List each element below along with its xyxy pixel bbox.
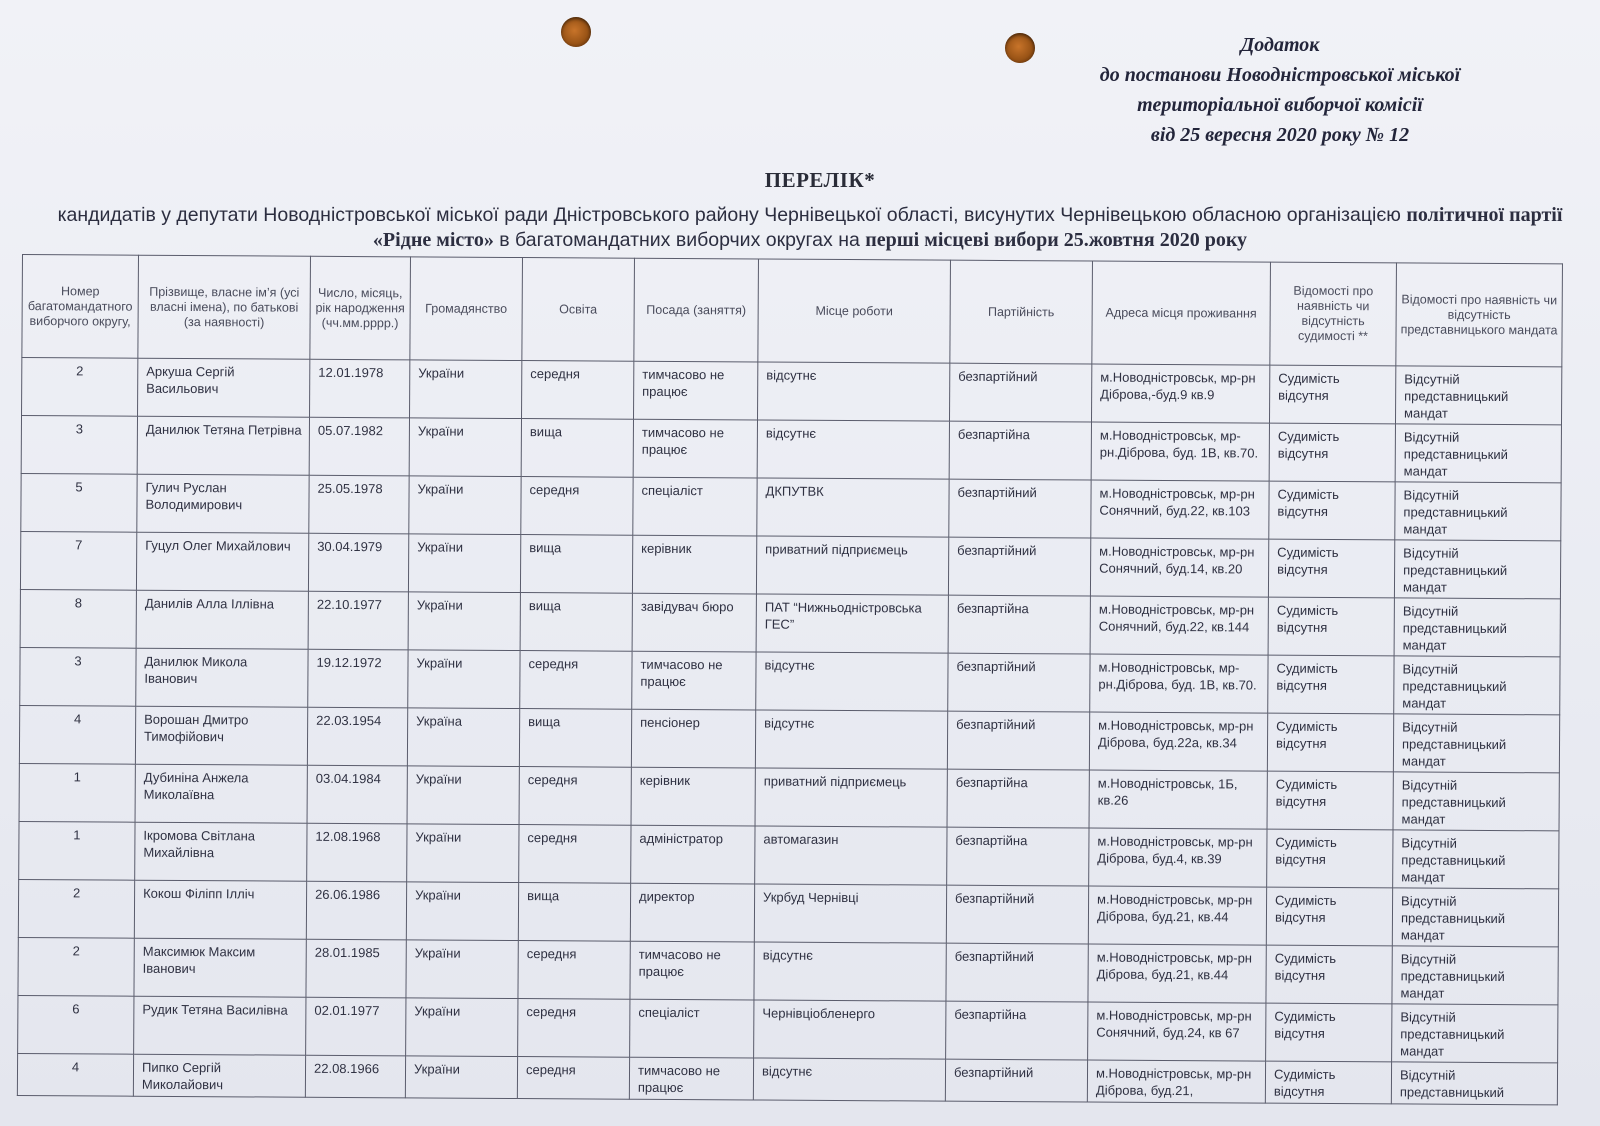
cell-education: вища <box>521 419 633 478</box>
cell-position: керівник <box>631 767 755 826</box>
cell-full-name: Рудик Тетяна Василівна <box>134 996 306 1055</box>
cell-party-membership: безпартійна <box>946 1001 1088 1060</box>
column-header-citizenship: Громадянство <box>410 257 523 361</box>
table-row <box>22 358 1562 425</box>
cell-full-name: Аркуша Сергій Васильович <box>138 358 310 417</box>
cell-workplace: ПАТ “Нижньодністровська ГЕС” <box>756 594 948 653</box>
cell-district: 5 <box>21 473 137 532</box>
cell-birth-date: 05.07.1982 <box>309 417 409 476</box>
cell-birth-date: 30.04.1979 <box>308 533 408 592</box>
table-row <box>19 705 1559 772</box>
cell-workplace: Чернівціобленерго <box>754 1000 946 1059</box>
election-name: перші місцеві вибори 25.жовтня 2020 року <box>865 229 1248 251</box>
cell-full-name: Дубиніна Анжела Миколаївна <box>135 764 307 823</box>
cell-education: середня <box>519 825 631 884</box>
cell-mandate: Відсутній представницький мандат <box>1393 714 1559 773</box>
cell-citizenship: України <box>407 824 519 883</box>
cell-birth-date: 22.03.1954 <box>307 707 407 766</box>
cell-district: 1 <box>19 763 135 822</box>
column-header-district: Номер багатомандатного виборчого округу, <box>22 255 139 359</box>
column-header-full-name: Прізвище, власне ім’я (усі власні імена), по батькові (за наявності) <box>138 255 311 359</box>
cell-full-name: Кокош Філіпп Ілліч <box>134 880 306 939</box>
cell-education: середня <box>521 477 633 536</box>
cell-education: середня <box>522 361 634 420</box>
appendix-line: до постанови Новодністровської міської <box>1099 64 1461 86</box>
cell-citizenship: України <box>406 940 518 999</box>
cell-criminal-record: Судимість відсутня <box>1267 713 1393 772</box>
cell-criminal-record: Судимість відсутня <box>1266 1003 1392 1062</box>
cell-district: 3 <box>21 416 137 475</box>
cell-position: завідувач бюро <box>632 593 756 652</box>
cell-workplace: відсутнє <box>754 942 946 1001</box>
cell-party-membership: безпартійний <box>947 711 1089 770</box>
cell-address: м.Новодністровськ, мр-рн Сонячний, буд.14, кв.20 <box>1090 538 1268 597</box>
cell-education: вища <box>520 593 632 652</box>
column-header-education: Освіта <box>522 258 635 362</box>
cell-education: середня <box>518 941 630 1000</box>
cell-citizenship: України <box>408 650 520 709</box>
column-header-address: Адреса місця проживання <box>1092 261 1271 365</box>
cell-mandate: Відсутній представницький мандат <box>1394 656 1560 715</box>
column-header-criminal-record: Відомості про наявність чи відсутність судимості ** <box>1270 262 1397 366</box>
table-row <box>19 821 1559 888</box>
cell-position: тимчасово не працює <box>629 1057 753 1100</box>
cell-birth-date: 12.01.1978 <box>310 359 410 418</box>
cell-education: середня <box>520 651 632 710</box>
cell-criminal-record: Судимість відсутня <box>1268 655 1394 714</box>
cell-address: м.Новодністровськ, мр-рн Діброва, буд.21, <box>1087 1060 1265 1103</box>
cell-mandate: Відсутній представницький мандат <box>1392 888 1558 947</box>
cell-district: 3 <box>20 647 136 706</box>
table-header-row <box>22 255 1563 367</box>
cell-birth-date: 19.12.1972 <box>308 649 408 708</box>
column-header-mandate: Відомості про наявність чи відсутність представницького мандата <box>1396 263 1563 367</box>
cell-party-membership: безпартійна <box>949 421 1091 480</box>
table-row <box>18 879 1558 946</box>
cell-position: тимчасово не працює <box>633 419 757 478</box>
cell-criminal-record: Судимість відсутня <box>1269 365 1395 424</box>
cell-workplace: Укрбуд Чернівці <box>754 884 946 943</box>
cell-full-name: Пипко Сергій Миколайович <box>133 1054 305 1097</box>
cell-workplace: відсутнє <box>757 420 949 479</box>
cell-address: м.Новодністровськ, мр-рн Сонячний, буд.22, кв.144 <box>1090 596 1268 655</box>
cell-full-name: Гулич Руслан Володимирович <box>137 474 309 533</box>
cell-citizenship: України <box>408 534 520 593</box>
cell-full-name: Гуцул Олег Михайлович <box>136 532 308 591</box>
cell-criminal-record: Судимість відсутня <box>1266 887 1392 946</box>
cell-workplace: відсутнє <box>757 362 949 421</box>
column-header-party-membership: Партійність <box>950 260 1093 364</box>
cell-birth-date: 25.05.1978 <box>309 475 409 534</box>
document-subtitle <box>40 203 1580 253</box>
document-title: ПЕРЕЛІК* <box>764 168 876 192</box>
cell-position: адміністратор <box>631 825 755 884</box>
subtitle-text: в багатомандатних виборчих округах на <box>493 229 866 251</box>
cell-citizenship: України <box>409 476 521 535</box>
cell-mandate: Відсутній представницький мандат <box>1392 1004 1558 1063</box>
cell-education: вища <box>518 883 630 942</box>
cell-workplace: ДКПУТВК <box>757 478 949 537</box>
cell-birth-date: 22.10.1977 <box>308 591 408 650</box>
cell-mandate: Відсутній представницький мандат <box>1395 424 1561 483</box>
cell-party-membership: безпартійна <box>947 827 1089 886</box>
appendix-line: Додаток <box>1240 34 1320 56</box>
cell-citizenship: України <box>407 766 519 825</box>
cell-citizenship: Україна <box>407 708 519 767</box>
cell-citizenship: України <box>410 360 522 419</box>
cell-address: м.Новодністровськ, мр-рн Діброва, буд.21, кв.44 <box>1088 886 1266 945</box>
cell-mandate: Відсутній представницький мандат <box>1393 772 1559 831</box>
cell-workplace: відсутнє <box>753 1058 945 1101</box>
cell-address: м.Новодністровськ, 1Б, кв.26 <box>1089 770 1267 829</box>
cell-district: 2 <box>18 937 134 996</box>
cell-citizenship: України <box>408 592 520 651</box>
cell-criminal-record: Судимість відсутня <box>1267 829 1393 888</box>
cell-mandate: Відсутній представницький мандат <box>1392 946 1558 1005</box>
table-row <box>17 1053 1557 1104</box>
cell-workplace: приватний підприємець <box>756 536 948 595</box>
cell-full-name: Максимюк Максим Іванович <box>134 938 306 997</box>
cell-address: м.Новодністровськ, мр-рн Діброва, буд.4, кв.39 <box>1089 828 1267 887</box>
cell-birth-date: 26.06.1986 <box>306 881 406 940</box>
table-row <box>20 589 1560 656</box>
cell-party-membership: безпартійна <box>948 595 1090 654</box>
cell-mandate: Відсутній представницький мандат <box>1395 482 1561 541</box>
cell-criminal-record: Судимість відсутня <box>1265 1061 1391 1104</box>
cell-district: 1 <box>19 821 135 880</box>
cell-position: тимчасово не працює <box>632 651 756 710</box>
cell-district: 7 <box>20 531 136 590</box>
cell-workplace: автомагазин <box>755 826 947 885</box>
cell-birth-date: 28.01.1985 <box>306 939 406 998</box>
cell-address: м.Новодністровськ, мр-рн Сонячний, буд.22, кв.103 <box>1091 480 1269 539</box>
appendix-line: територіальної виборчої комісії <box>1137 94 1423 116</box>
cell-district: 8 <box>20 589 136 648</box>
cell-party-membership: безпартійний <box>948 653 1090 712</box>
cell-full-name: Данилів Алла Іллівна <box>136 590 308 649</box>
cell-party-membership: безпартійний <box>946 885 1088 944</box>
cell-district: 2 <box>22 358 138 417</box>
cell-full-name: Ворошан Дмитро Тимофійович <box>135 706 307 765</box>
subtitle-text: кандидатів у депутати Новодністровської міської ради Дністровського району Чернівецької області, висунутих Чернівецькою обласною організацією <box>57 204 1401 226</box>
cell-address: м.Новодністровськ, мр-рн Сонячний, буд.24, кв 67 <box>1088 1002 1266 1061</box>
appendix-line: від 25 вересня 2020 року № 12 <box>1150 124 1410 146</box>
punch-hole <box>1005 33 1035 63</box>
cell-workplace: відсутнє <box>755 710 947 769</box>
cell-mandate: Відсутній представницький мандат <box>1394 598 1560 657</box>
column-header-workplace: Місце роботи <box>758 259 951 363</box>
cell-position: керівник <box>632 535 756 594</box>
cell-citizenship: України <box>406 998 518 1057</box>
column-header-position: Посада (заняття) <box>634 258 759 362</box>
cell-criminal-record: Судимість відсутня <box>1267 771 1393 830</box>
cell-birth-date: 12.08.1968 <box>307 823 407 882</box>
cell-position: спеціаліст <box>633 477 757 536</box>
cell-workplace: приватний підприємець <box>755 768 947 827</box>
cell-mandate: Відсутній представницький мандат <box>1393 830 1559 889</box>
cell-birth-date: 03.04.1984 <box>307 765 407 824</box>
cell-position: пенсіонер <box>631 709 755 768</box>
cell-citizenship: України <box>406 882 518 941</box>
cell-district: 4 <box>17 1053 133 1096</box>
cell-criminal-record: Судимість відсутня <box>1268 597 1394 656</box>
cell-address: м.Новодністровськ, мр-рн Діброва,-буд.9 кв.9 <box>1091 364 1269 423</box>
cell-district: 2 <box>18 879 134 938</box>
punch-hole <box>561 17 591 47</box>
table-row <box>20 531 1560 598</box>
table-row <box>18 937 1558 1004</box>
cell-district: 4 <box>19 705 135 764</box>
cell-address: м.Новодністровськ, мр-рн.Діброва, буд. 1В, кв.70. <box>1091 422 1269 481</box>
candidates-table <box>17 254 1563 1105</box>
cell-criminal-record: Судимість відсутня <box>1266 945 1392 1004</box>
table-row <box>20 647 1560 714</box>
cell-birth-date: 22.08.1966 <box>305 1055 405 1098</box>
cell-birth-date: 02.01.1977 <box>306 997 406 1056</box>
cell-mandate: Відсутній представницький мандат <box>1395 366 1561 425</box>
cell-citizenship: України <box>405 1056 517 1099</box>
cell-education: середня <box>517 1057 629 1100</box>
column-header-birth-date: Число, місяць, рік народження (чч.мм.рррр.) <box>310 256 411 360</box>
cell-party-membership: безпартійний <box>949 479 1091 538</box>
cell-position: директор <box>630 883 754 942</box>
cell-criminal-record: Судимість відсутня <box>1269 423 1395 482</box>
appendix-header <box>1040 30 1520 150</box>
cell-district: 6 <box>18 995 134 1054</box>
cell-mandate: Відсутній представницький <box>1391 1062 1557 1105</box>
cell-workplace: відсутнє <box>756 652 948 711</box>
cell-party-membership: безпартійний <box>946 943 1088 1002</box>
cell-full-name: Данилюк Тетяна Петрівна <box>137 416 309 475</box>
cell-citizenship: України <box>409 418 521 477</box>
cell-party-membership: безпартійна <box>947 769 1089 828</box>
table-row <box>19 763 1559 830</box>
cell-address: м.Новодністровськ, мр-рн.Діброва, буд. 1В, кв.70. <box>1090 654 1268 713</box>
cell-mandate: Відсутній представницький мандат <box>1394 540 1560 599</box>
cell-education: середня <box>518 999 630 1058</box>
cell-party-membership: безпартійний <box>945 1059 1087 1102</box>
cell-full-name: Ікромова Світлана Михайлівна <box>135 822 307 881</box>
cell-address: м.Новодністровськ, мр-рн Діброва, буд.22а, кв.34 <box>1089 712 1267 771</box>
cell-full-name: Данилюк Микола Іванович <box>136 648 308 707</box>
table-row <box>18 995 1558 1062</box>
party-name: політичної партії «Рідне місто» <box>372 204 1563 251</box>
cell-party-membership: безпартійний <box>948 537 1090 596</box>
cell-education: середня <box>519 767 631 826</box>
cell-criminal-record: Судимість відсутня <box>1268 539 1394 598</box>
cell-party-membership: безпартійний <box>949 363 1091 422</box>
cell-education: вища <box>519 709 631 768</box>
table-row <box>21 416 1561 483</box>
cell-position: тимчасово не працює <box>630 941 754 1000</box>
cell-position: спеціаліст <box>630 999 754 1058</box>
cell-criminal-record: Судимість відсутня <box>1269 481 1395 540</box>
cell-position: тимчасово не працює <box>634 361 758 420</box>
cell-education: вища <box>520 535 632 594</box>
cell-address: м.Новодністровськ, мр-рн Діброва, буд.21, кв.44 <box>1088 944 1266 1003</box>
table-row <box>21 473 1561 540</box>
